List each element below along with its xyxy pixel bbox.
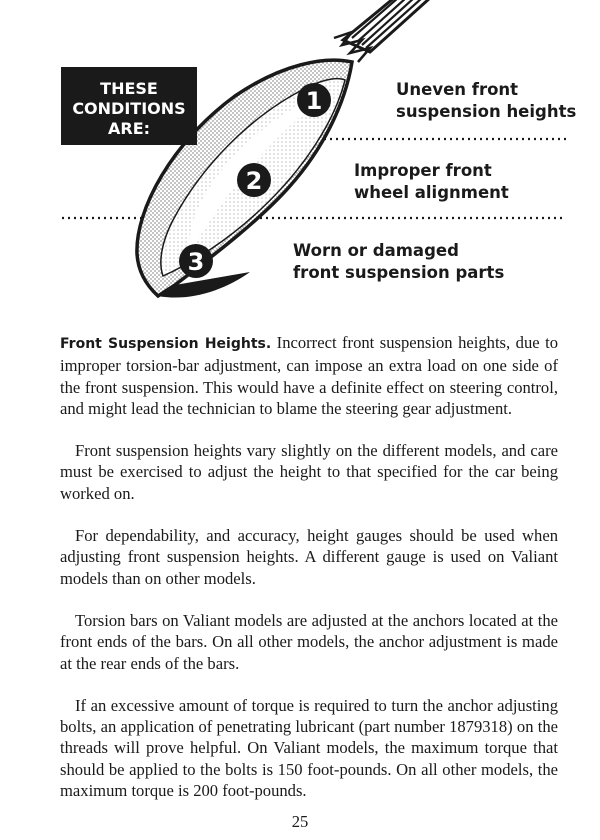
conditions-box-line: THESE [100,79,158,98]
condition-marker-1 [297,83,331,117]
body-text [60,332,558,822]
condition-label-2 [354,160,509,204]
condition-label-1 [396,79,576,123]
conditions-box [61,67,197,145]
paragraph: For dependability, and accuracy, height gauges should be used when adjusting front suspension heights. A different gauge is used on Valiant models than on other models. [60,526,558,588]
condition-label-line: suspension heights [396,102,577,121]
condition-marker-2 [237,163,271,197]
paragraph: Front suspension heights vary slightly on the different models, and care must be exercised to adjust the height to that specified for the car being worked on. [60,441,558,503]
condition-label-3 [293,240,504,284]
conditions-box-line: CONDITIONS [72,99,186,118]
condition-label-line: Improper front [354,161,492,180]
condition-marker-3 [179,244,213,278]
condition-label-line: wheel alignment [354,183,509,202]
gear-illustration [0,0,600,320]
condition-label-line: Worn or damaged [293,241,459,260]
paragraph-text: Incorrect front suspension heights, due to improper torsion-bar adjustment, can impose an extra load on one side of the front suspension. This would have a definite effect on steering control, and might lead the technician to blame the steering gear adjustment. [60,333,558,418]
condition-number-3: 3 [187,248,205,276]
condition-number-1: 1 [305,87,323,115]
conditions-box-line: ARE: [107,119,151,138]
condition-number-2: 2 [245,167,263,195]
section-heading: Front Suspension Heights. [60,336,272,352]
paragraph [60,332,558,419]
paragraph: Torsion bars on Valiant models are adjusted at the anchors located at the front ends of the bars. On all other models, the anchor adjustment is made at the rear ends of the bars. [60,610,558,673]
condition-label-line: front suspension parts [293,263,505,282]
page-number: 25 [291,812,309,831]
shaft [343,0,430,52]
condition-label-line: Uneven front [396,80,519,99]
paragraph: If an excessive amount of torque is required to turn the anchor adjusting bolts, an application of penetrating lubricant (part number 1879318) on the threads will prove helpful. On Valiant models, the maximum torque that should be applied to the bolts is 150 foot-pounds. On all other models, the maximum torque is 200 foot-pounds. [60,695,558,801]
